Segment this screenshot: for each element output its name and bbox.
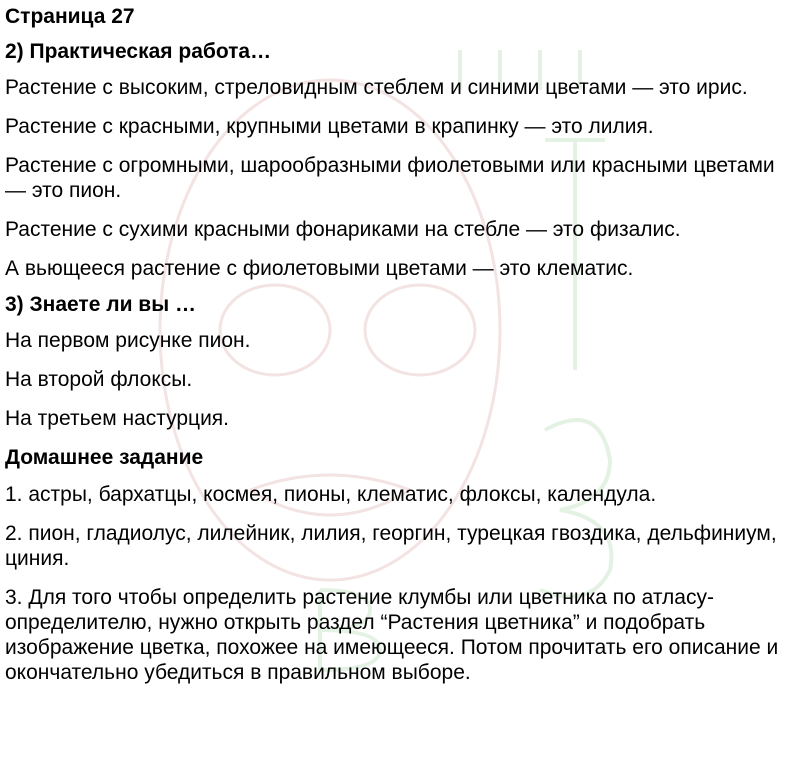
paragraph: Растение с огромными, шарообразными фиолетовыми или красными цветами — это пион. xyxy=(5,154,775,202)
section-heading-practical-work: 2) Практическая работа… xyxy=(5,40,272,63)
paragraph: Растение с красными, крупными цветами в крапинку — это лилия. xyxy=(5,115,654,138)
paragraph: А вьющееся растение с фиолетовыми цветами — это клематис. xyxy=(5,257,634,280)
section-heading-did-you-know: 3) Знаете ли вы … xyxy=(5,293,196,316)
section-heading-homework: Домашнее задание xyxy=(5,446,204,469)
paragraph: На первом рисунке пион. xyxy=(5,329,251,352)
paragraph: На второй флоксы. xyxy=(5,368,193,391)
paragraph: 1. астры, бархатцы, космея, пионы, клематис, флоксы, календула. xyxy=(5,483,657,506)
document-body xyxy=(5,4,798,685)
page-title: Страница 27 xyxy=(5,5,135,28)
paragraph: На третьем настурция. xyxy=(5,407,230,430)
paragraph: Растение с высоким, стреловидным стеблем и синими цветами — это ирис. xyxy=(5,76,748,99)
paragraph: 3. Для того чтобы определить растение клумбы или цветника по атласу-определителю, нужно открыть раздел “Растения цветника” и подобрать изображение цветка, похожее на имеющееся. Потом прочитать его описание и окончательно убедиться в правильном выборе. xyxy=(5,586,779,684)
paragraph: 2. пион, гладиолус, лилейник, лилия, георгин, турецкая гвоздика, дельфиниум, циния. xyxy=(5,522,777,570)
paragraph: Растение с сухими красными фонариками на стебле — это физалис. xyxy=(5,218,681,241)
